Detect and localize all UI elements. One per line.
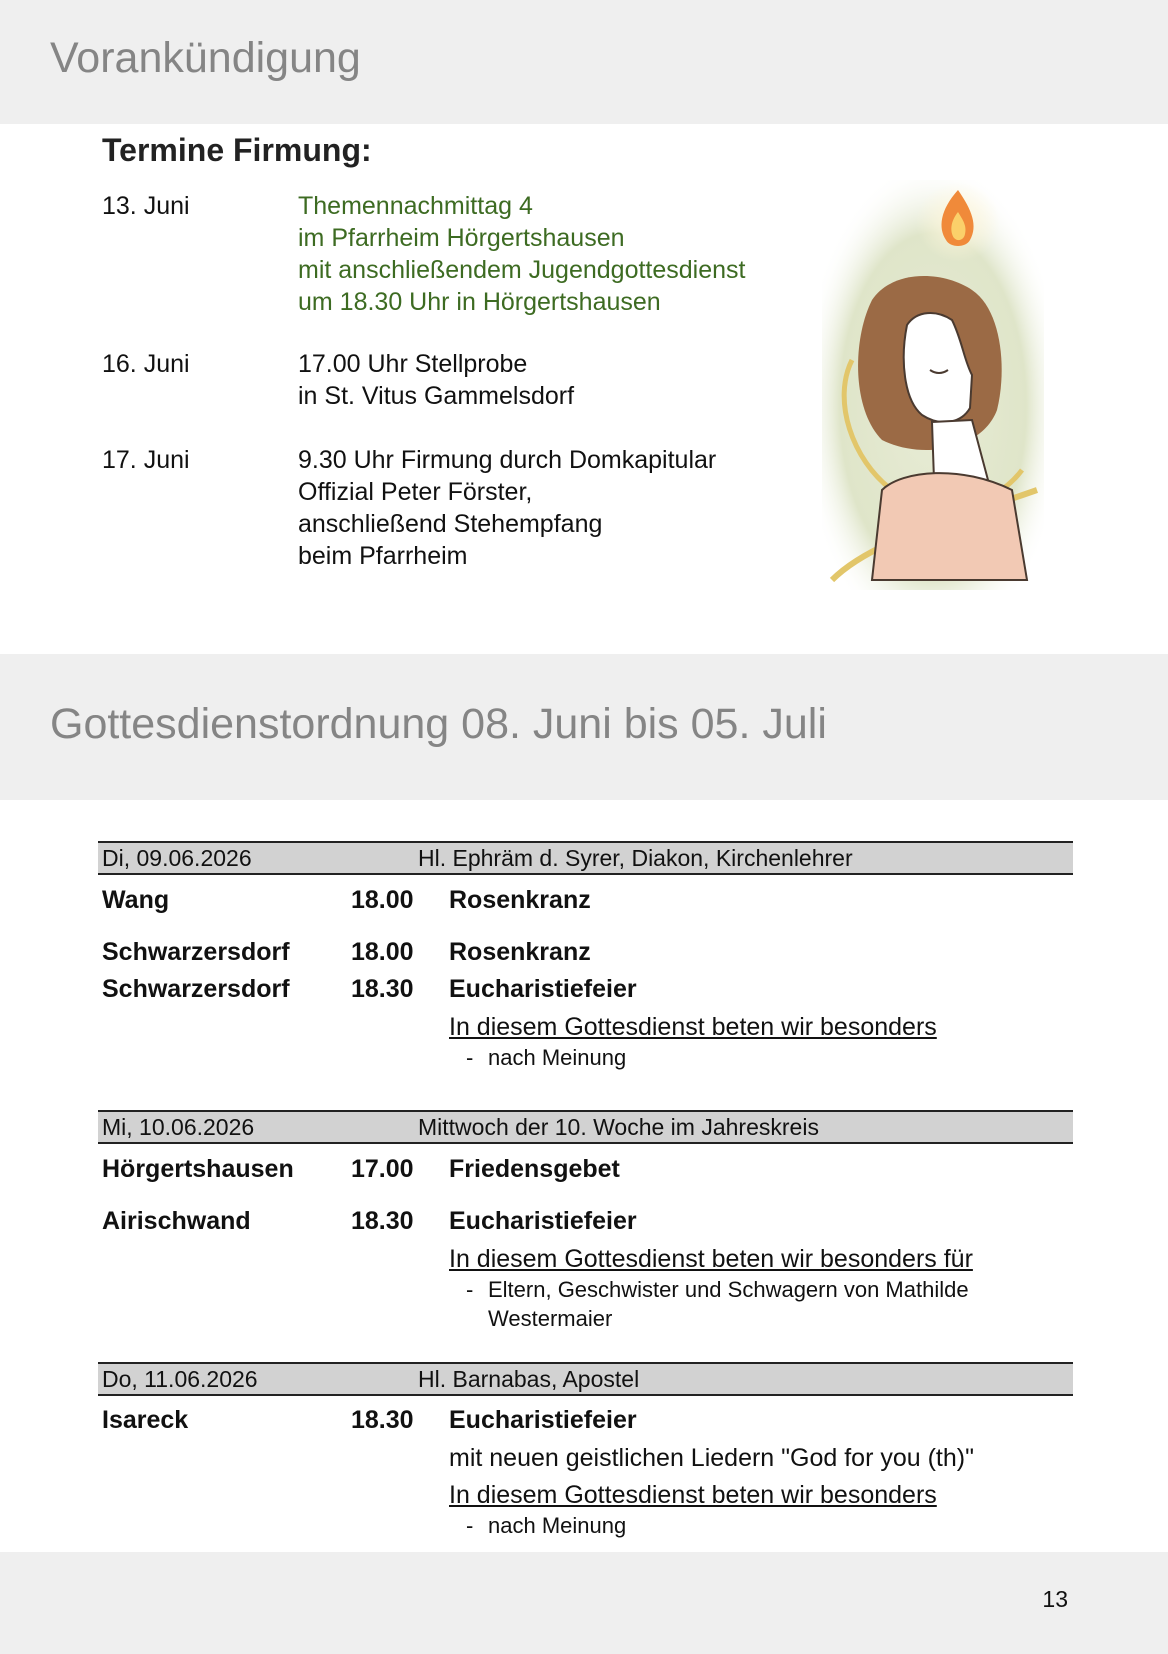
- intention-text: nach Meinung: [488, 1513, 627, 1538]
- firmung-description: [298, 348, 574, 412]
- firmung-date: 13. Juni: [102, 192, 190, 220]
- firmung-date: 16. Juni: [102, 350, 190, 378]
- entry-time: 18.30: [351, 975, 414, 1003]
- intention-note: In diesem Gottesdienst beten wir besonders: [449, 1481, 937, 1509]
- shoulders-shape: [872, 473, 1027, 580]
- intention-text: nach Meinung: [488, 1045, 627, 1070]
- firmung-line: anschließend Stehempfang: [298, 510, 603, 538]
- intention-note: In diesem Gottesdienst beten wir besonders: [449, 1013, 937, 1041]
- intention-item: - Eltern, Geschwister und Schwagern von Mathilde: [466, 1277, 969, 1302]
- day-header: [98, 841, 1073, 875]
- entry-place: Schwarzersdorf: [102, 938, 290, 966]
- entry-service: Friedensgebet: [449, 1155, 620, 1183]
- intention-item: - nach Meinung: [466, 1045, 627, 1070]
- intention-item: - nach Meinung: [466, 1513, 627, 1538]
- entry-service: Eucharistiefeier: [449, 975, 637, 1003]
- intention-note: In diesem Gottesdienst beten wir besonders für: [449, 1245, 973, 1273]
- firmung-line: 17.00 Uhr Stellprobe: [298, 350, 528, 378]
- entry-time: 18.00: [351, 886, 414, 914]
- entry-service: Rosenkranz: [449, 938, 591, 966]
- intention-text: Eltern, Geschwister und Schwagern von Mathilde: [488, 1277, 969, 1302]
- day-date: Di, 09.06.2026: [102, 845, 252, 871]
- firmung-line: Offizial Peter Förster,: [298, 478, 533, 506]
- entry-time: 18.00: [351, 938, 414, 966]
- firmung-description: [298, 444, 716, 572]
- intention-text: Westermaier: [488, 1306, 613, 1331]
- section-title-schedule: Gottesdienstordnung 08. Juni bis 05. Juli: [50, 700, 827, 748]
- section-title-preview: Vorankündigung: [50, 34, 361, 82]
- firmung-line: beim Pfarrheim: [298, 542, 468, 570]
- day-title: Hl. Barnabas, Apostel: [418, 1366, 640, 1392]
- firmung-date: 17. Juni: [102, 446, 190, 474]
- entry-time: 18.30: [351, 1207, 414, 1235]
- page-number: 13: [1042, 1586, 1068, 1612]
- entry-service: Rosenkranz: [449, 886, 591, 914]
- day-header: [98, 1110, 1073, 1144]
- entry-place: Wang: [102, 886, 170, 914]
- entry-place: Isareck: [102, 1406, 189, 1434]
- firmung-description: [298, 190, 746, 318]
- firmung-line: im Pfarrheim Hörgertshausen: [298, 224, 625, 252]
- entry-service: Eucharistiefeier: [449, 1207, 637, 1235]
- service-extra: mit neuen geistlichen Liedern "God for you (th)": [449, 1444, 974, 1472]
- entry-time: 18.30: [351, 1406, 414, 1434]
- day-header: [98, 1362, 1073, 1396]
- confirmation-illustration: [812, 160, 1054, 600]
- firmung-heading: Termine Firmung:: [102, 132, 372, 168]
- footer-band: [0, 1552, 1168, 1654]
- day-title: Hl. Ephräm d. Syrer, Diakon, Kirchenlehrer: [418, 845, 853, 871]
- day-date: Mi, 10.06.2026: [102, 1114, 255, 1140]
- firmung-line: Themennachmittag 4: [298, 192, 533, 220]
- firmung-line: mit anschließendem Jugendgottesdienst: [298, 256, 746, 284]
- day-title: Mittwoch der 10. Woche im Jahreskreis: [418, 1114, 819, 1140]
- entry-place: Airischwand: [102, 1207, 251, 1235]
- firmung-line: 9.30 Uhr Firmung durch Domkapitular: [298, 446, 717, 474]
- firmung-line: in St. Vitus Gammelsdorf: [298, 382, 575, 410]
- day-date: Do, 11.06.2026: [102, 1366, 258, 1392]
- entry-service: Eucharistiefeier: [449, 1406, 637, 1434]
- intention-item: [466, 1304, 612, 1333]
- firmung-line: um 18.30 Uhr in Hörgertshausen: [298, 288, 661, 316]
- entry-place: Schwarzersdorf: [102, 975, 290, 1003]
- entry-place: Hörgertshausen: [102, 1155, 294, 1183]
- entry-time: 17.00: [351, 1155, 414, 1183]
